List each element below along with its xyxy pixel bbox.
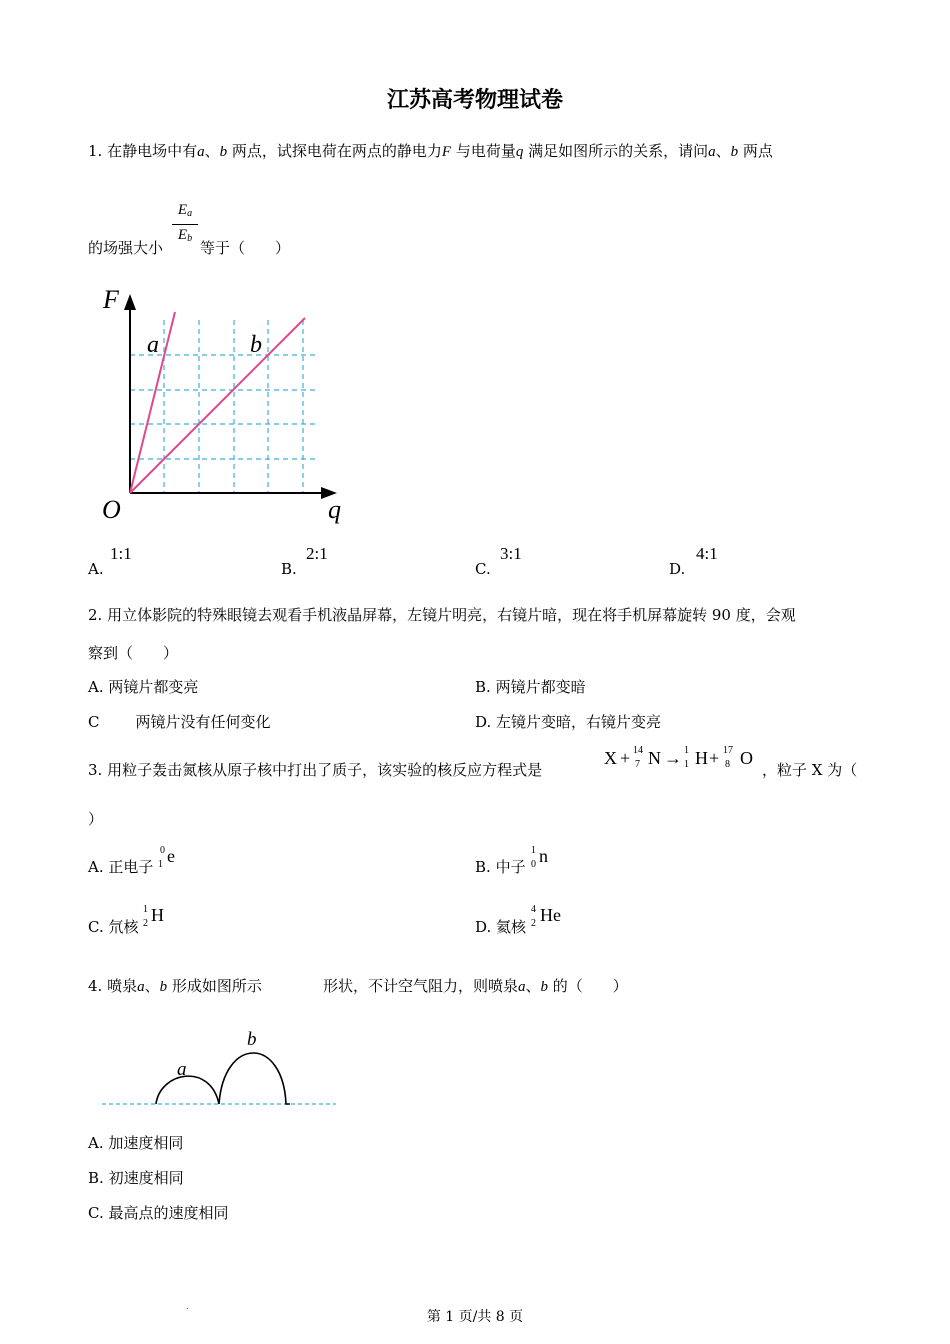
q1-stem-line1: 1. 在静电场中有a、b 两点，试探电荷在两点的静电力F 与电荷量q 满足如图所示的关系，请问a、b 两点	[88, 142, 773, 160]
q3-stem-line2: ）	[88, 810, 104, 828]
q3-option-c[interactable]: C. 氘核	[88, 918, 139, 936]
q3-option-d-symbol: He	[540, 905, 561, 925]
q3-option-a-atomic: 1	[158, 859, 163, 870]
q3-option-c-mass: 1	[143, 904, 148, 915]
q3-option-a-mass: 0	[160, 845, 165, 856]
q1-option-a-letter[interactable]: A.	[88, 560, 104, 578]
q3-option-d-atomic: 2	[531, 918, 536, 929]
origin-label: O	[102, 495, 121, 524]
q1-option-d-letter[interactable]: D.	[669, 560, 686, 578]
page-title: 江苏高考物理试卷	[386, 87, 563, 113]
q4-stem-line1-cont: 形状，不计空气阻力，则喷泉a、b 的（ ）	[323, 977, 628, 995]
q2-option-d[interactable]: D. 左镜片变暗，右镜片变亮	[475, 713, 662, 731]
q4-option-b[interactable]: B. 初速度相同	[88, 1169, 184, 1187]
q2-option-a[interactable]: A. 两镜片都变亮	[88, 678, 199, 696]
q1-stem-line2: 的场强大小	[88, 239, 164, 257]
q2-stem-line1: 2. 用立体影院的特殊眼镜去观看手机液晶屏幕，左镜片明亮，右镜片暗，现在将手机屏幕旋转 90 度，会观	[88, 606, 796, 624]
q1-option-a-value: 1:1	[110, 544, 132, 563]
q3-stem-line1: 3. 用粒子轰击氮核从原子核中打出了质子，该实验的核反应方程式是	[88, 761, 543, 779]
y-axis-arrow	[124, 294, 136, 310]
q1-option-c-value: 3:1	[500, 544, 522, 563]
nuclear-reaction-equation: X + 14 7 N → 1 1 H + 17 8 O	[604, 745, 753, 770]
q1-option-c-letter[interactable]: C.	[475, 560, 491, 578]
q4-option-a[interactable]: A. 加速度相同	[88, 1134, 184, 1152]
q2-stem-line2: 察到（ ）	[88, 644, 179, 662]
fountain-b-arc	[219, 1053, 290, 1104]
q4-option-c[interactable]: C. 最高点的速度相同	[88, 1204, 229, 1222]
force-charge-graph	[95, 280, 360, 525]
q3-option-b-symbol: n	[539, 846, 548, 866]
page-footer: 第 1 页/共 8 页	[426, 1309, 524, 1325]
q3-option-c-atomic: 2	[143, 918, 148, 929]
q3-option-c-symbol: H	[151, 905, 164, 925]
footer-mark: .	[186, 1302, 189, 1312]
q3-option-d[interactable]: D. 氦核	[475, 918, 527, 936]
q3-option-a-symbol: e	[167, 846, 175, 866]
fountain-a-arc	[156, 1076, 219, 1104]
q4-stem-line1: 4. 喷泉a、b 形成如图所示	[88, 977, 262, 995]
q1-option-d-value: 4:1	[696, 544, 718, 563]
q3-option-b-atomic: 0	[531, 859, 536, 870]
field-ratio-fraction: $E_a$ $E_b$	[172, 202, 198, 247]
axis-label-q: q	[328, 495, 341, 524]
q2-option-b[interactable]: B. 两镜片都变暗	[475, 678, 586, 696]
q3-option-b[interactable]: B. 中子	[475, 858, 526, 876]
q3-option-b-mass: 1	[531, 845, 536, 856]
q3-option-d-mass: 4	[531, 904, 536, 915]
axis-label-F: F	[103, 285, 119, 314]
q3-stem-line1-end: ，粒子 X 为（	[762, 761, 858, 779]
line-b-label: b	[250, 332, 262, 358]
line-a-label: a	[147, 332, 159, 358]
q1-option-b-value: 2:1	[306, 544, 328, 563]
fountain-a-label: a	[177, 1059, 187, 1080]
fountain-figure	[98, 1022, 343, 1114]
q3-option-a[interactable]: A. 正电子	[88, 858, 154, 876]
q1-stem-line2-end: 等于（ ）	[200, 239, 291, 257]
q1-option-b-letter[interactable]: B.	[281, 560, 297, 578]
q2-option-c[interactable]: C 两镜片没有任何变化	[88, 713, 271, 731]
fountain-b-label: b	[247, 1029, 257, 1050]
